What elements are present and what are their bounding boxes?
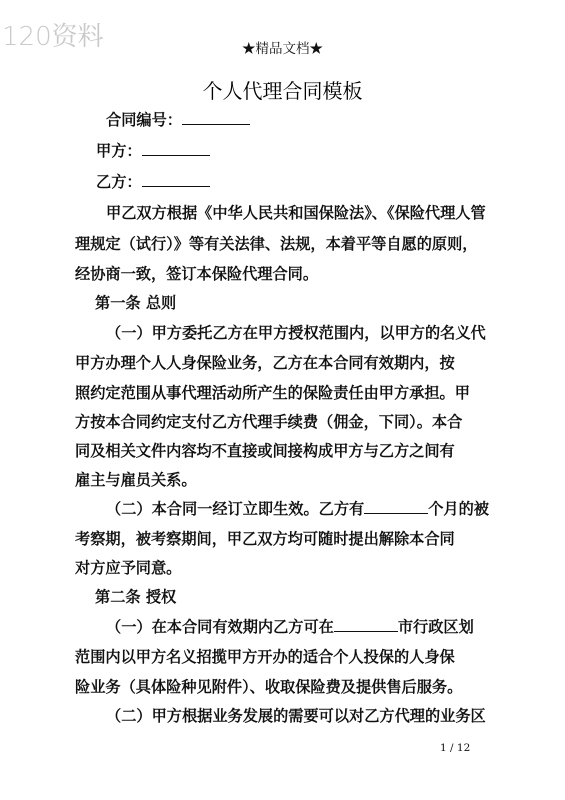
watermark: 120资料 bbox=[2, 22, 104, 52]
body-line: 理规定（试行）》等有关法律、法规，本着平等自愿的原则， bbox=[75, 235, 478, 253]
party-b-blank bbox=[142, 185, 210, 187]
contract-number-row bbox=[106, 109, 250, 130]
contract-number-blank bbox=[182, 123, 250, 125]
body-line: （二）甲方根据业务发展的需要可以对乙方代理的业务区 bbox=[106, 707, 486, 725]
body-line: 险业务（具体险种见附件）、收取保险费及提供售后服务。 bbox=[75, 678, 463, 696]
body-line: （一）甲方委托乙方在甲方授权范围内，以甲方的名义代 bbox=[106, 324, 486, 342]
body-line bbox=[106, 498, 489, 519]
party-a-blank bbox=[142, 154, 210, 156]
body-line: 照约定范围从事代理活动所产生的保险责任由甲方承担。甲 bbox=[75, 384, 470, 402]
page-header: ★精品文档★ bbox=[242, 41, 323, 57]
body-line: 方按本合同约定支付乙方代理手续费（佣金，下同）。本合 bbox=[75, 413, 463, 431]
region-blank bbox=[334, 630, 398, 632]
page-number: 1 / 12 bbox=[440, 742, 471, 754]
body-line: 雇主与雇员关系。 bbox=[75, 471, 197, 489]
body-line: 对方应予同意。 bbox=[75, 559, 182, 577]
body-line: 甲方办理个人人身保险业务，乙方在本合同有效期内，按 bbox=[75, 354, 455, 372]
body-line bbox=[106, 616, 474, 637]
document-title: 个人代理合同模板 bbox=[202, 79, 363, 103]
body-line: 经协商一致，签订本保险代理合同。 bbox=[75, 265, 318, 283]
body-line: 考察期，被考察期间，甲乙双方均可随时提出解除本合同 bbox=[75, 530, 455, 548]
party-a-label: 甲方： bbox=[96, 142, 142, 160]
section-heading: 第一条 总则 bbox=[95, 294, 177, 312]
body-text: 个月的被 bbox=[428, 500, 489, 518]
party-b-label: 乙方： bbox=[96, 173, 142, 191]
body-text: 市行政区划 bbox=[397, 618, 474, 636]
body-line: 范围内以甲方名义招揽甲方开办的适合个人投保的人身保 bbox=[75, 648, 455, 666]
months-blank bbox=[364, 512, 428, 514]
party-b-row bbox=[96, 171, 210, 192]
party-a-row bbox=[96, 140, 210, 161]
body-text: （一）在本合同有效期内乙方可在 bbox=[106, 618, 334, 636]
body-text: （二）本合同一经订立即生效。乙方有 bbox=[106, 500, 365, 518]
body-line: 甲乙双方根据《中华人民共和国保险法》、《保险代理人管 bbox=[106, 204, 486, 222]
contract-number-label: 合同编号： bbox=[106, 111, 182, 129]
section-heading: 第二条 授权 bbox=[95, 588, 177, 606]
body-line: 同及相关文件内容均不直接或间接构成甲方与乙方之间有 bbox=[75, 442, 455, 460]
